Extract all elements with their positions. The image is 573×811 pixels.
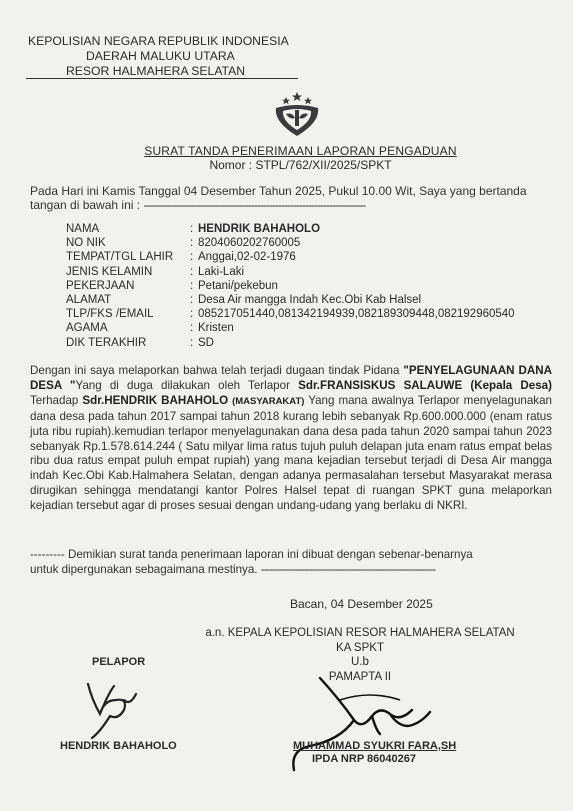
identity-value: Kristen [198,322,234,335]
reporter-identity-table [66,222,515,350]
body-text: Yang mana awalnya Terlapor menyelagunakan dana desa pada tahun 2017 sampai tahun 2018 kurang lebih sebanyak Rp.600.000.000 (enam ratus juta ribu rupiah).kemudian terlapor menyelagunakan dana desa pada tahun 2020 sampai tahun 2023 sebanyak Rp.1.578.614.244 ( Satu milyar lima ratus tujuh puluh delapan juta enam ratus empat belas ribu dua ratus empat puluh empat rupiah) yang mana kejadian tersebut terjadi di Desa Air mangga indah Kec.Obi Kab.Halmahera Selatan, dengan adanya permasalahan tersebut Masyarakat merasa dirugikan sehingga mendatangi kantor Polres Halsel tepat di ruangan SPKT guna melaporkan kejadian tersebut agar di proses sesuai dengan undang-udang yang berlaku di NKRI. [30,393,552,513]
document-number: Nomor : STPL/762/XII/2025/SPKT [209,158,392,172]
receiver-line-1: a.n. KEPALA KEPOLISIAN RESOR HALMAHERA SELATAN [205,627,515,639]
identity-row: JENIS KELAMIN : Laki-Laki [66,265,245,278]
identity-value: Anggai,02-02-1976 [198,251,296,264]
letterhead-line-3: RESOR HALMAHERA SELATAN [66,64,246,78]
identity-row: TLP/FKS /EMAIL : 085217051440,081342194939,082189309448,082192960540 [66,308,515,321]
identity-row: NAMA : HENDRIK BAHAHOLO [66,223,321,235]
case-title: "PENYELAGUNAAN DANA DESA " [30,364,552,392]
reporter-name: Sdr.HENDRIK BAHAHOLO [82,393,229,407]
identity-label: ALAMAT [66,294,112,307]
identity-label: TLP/FKS /EMAIL [66,308,154,321]
identity-value: Petani/pekebun [198,279,278,292]
identity-value: Laki-Laki [198,265,245,278]
body-text: Yang di duga dilakukan oleh Terlapor [75,378,290,392]
identity-label: TEMPAT/TGL LAHIR [66,251,174,264]
intro-line-1: Pada Hari ini Kamis Tanggal 04 Desember Tahun 2025, Pukul 10.00 Wit, Saya yang bertanda [30,184,527,198]
identity-label: DIK TERAKHIR [66,336,147,349]
intro-paragraph [30,184,550,212]
identity-label: NO NIK [66,237,106,250]
reporter-signature-name: HENDRIK BAHAHOLO [60,740,177,752]
reporter-signature [70,670,150,740]
receiver-line-4: PAMAPTA II [328,670,392,683]
reporter-label: PELAPOR [92,656,146,668]
police-emblem-icon [270,92,324,138]
report-body [30,364,552,514]
letterhead-rule [26,78,298,79]
place-date: Bacan, 04 Desember 2025 [290,597,433,611]
identity-row: NO NIK : 8204060202760005 [66,237,301,250]
receiver-line-3: U.b [351,656,369,668]
letterhead [28,34,298,79]
identity-label: PEKERJAAN [66,279,135,292]
document-title: SURAT TANDA PENERIMAAN LAPORAN PENGADUAN [144,144,457,158]
identity-row: TEMPAT/TGL LAHIR : Anggai,02-02-1976 [66,251,296,264]
receiver-name: MUHAMMAD SYUKRI FARA,SH [293,740,457,752]
leader-dots: -------------------------------------------------------------------------- [143,198,366,212]
identity-label: NAMA [66,223,100,235]
letterhead-line-1: KEPOLISIAN NEGARA REPUBLIK INDONESIA [28,34,289,48]
closing-line-1: Demikian surat tanda penerimaan laporan ini dibuat dengan sebenar-benarnya [67,548,473,561]
intro-line-2: tangan di bawah ini : [30,198,141,212]
identity-row: DIK TERAKHIR : SD [66,336,214,349]
body-text: Terhadap [30,393,79,407]
receiver-rank-nrp: IPDA NRP 86040267 [312,753,416,765]
identity-row: ALAMAT : Desa Air mangga Indah Kec.Obi Kab Halsel [66,294,422,307]
receiver-line-2: KA SPKT [336,641,384,654]
identity-value: HENDRIK BAHAHOLO [198,223,321,235]
body-text: Dengan ini saya melaporkan bahwa telah terjadi dugaan tindak Pidana [30,364,400,377]
identity-value: Desa Air mangga Indah Kec.Obi Kab Halsel [198,294,422,307]
letterhead-line-2: DAERAH MALUKU UTARA [86,49,235,63]
closing-line-2: untuk dipergunakan sebagaimana mestinya. [30,563,258,576]
suspect-name: Sdr.FRANSISKUS SALAUWE (Kepala Desa) [298,378,552,392]
identity-label: JENIS KELAMIN [66,265,153,278]
identity-value: SD [198,336,214,349]
closing-paragraph: --------- Demikian surat tanda penerimaan laporan ini dibuat dengan sebenar-benarnya untuk dipergunakan sebagaimana mestinya. ------------------------------------------------------------- [30,548,473,576]
identity-label: AGAMA [66,322,108,335]
identity-value: 085217051440,081342194939,082189309448,082192960540 [198,308,515,321]
identity-value: 8204060202760005 [198,237,301,250]
identity-row: PEKERJAAN : Petani/pekebun [66,279,278,292]
identity-row: AGAMA : Kristen [66,322,234,335]
reporter-role: (MASYARAKAT) [232,395,305,407]
